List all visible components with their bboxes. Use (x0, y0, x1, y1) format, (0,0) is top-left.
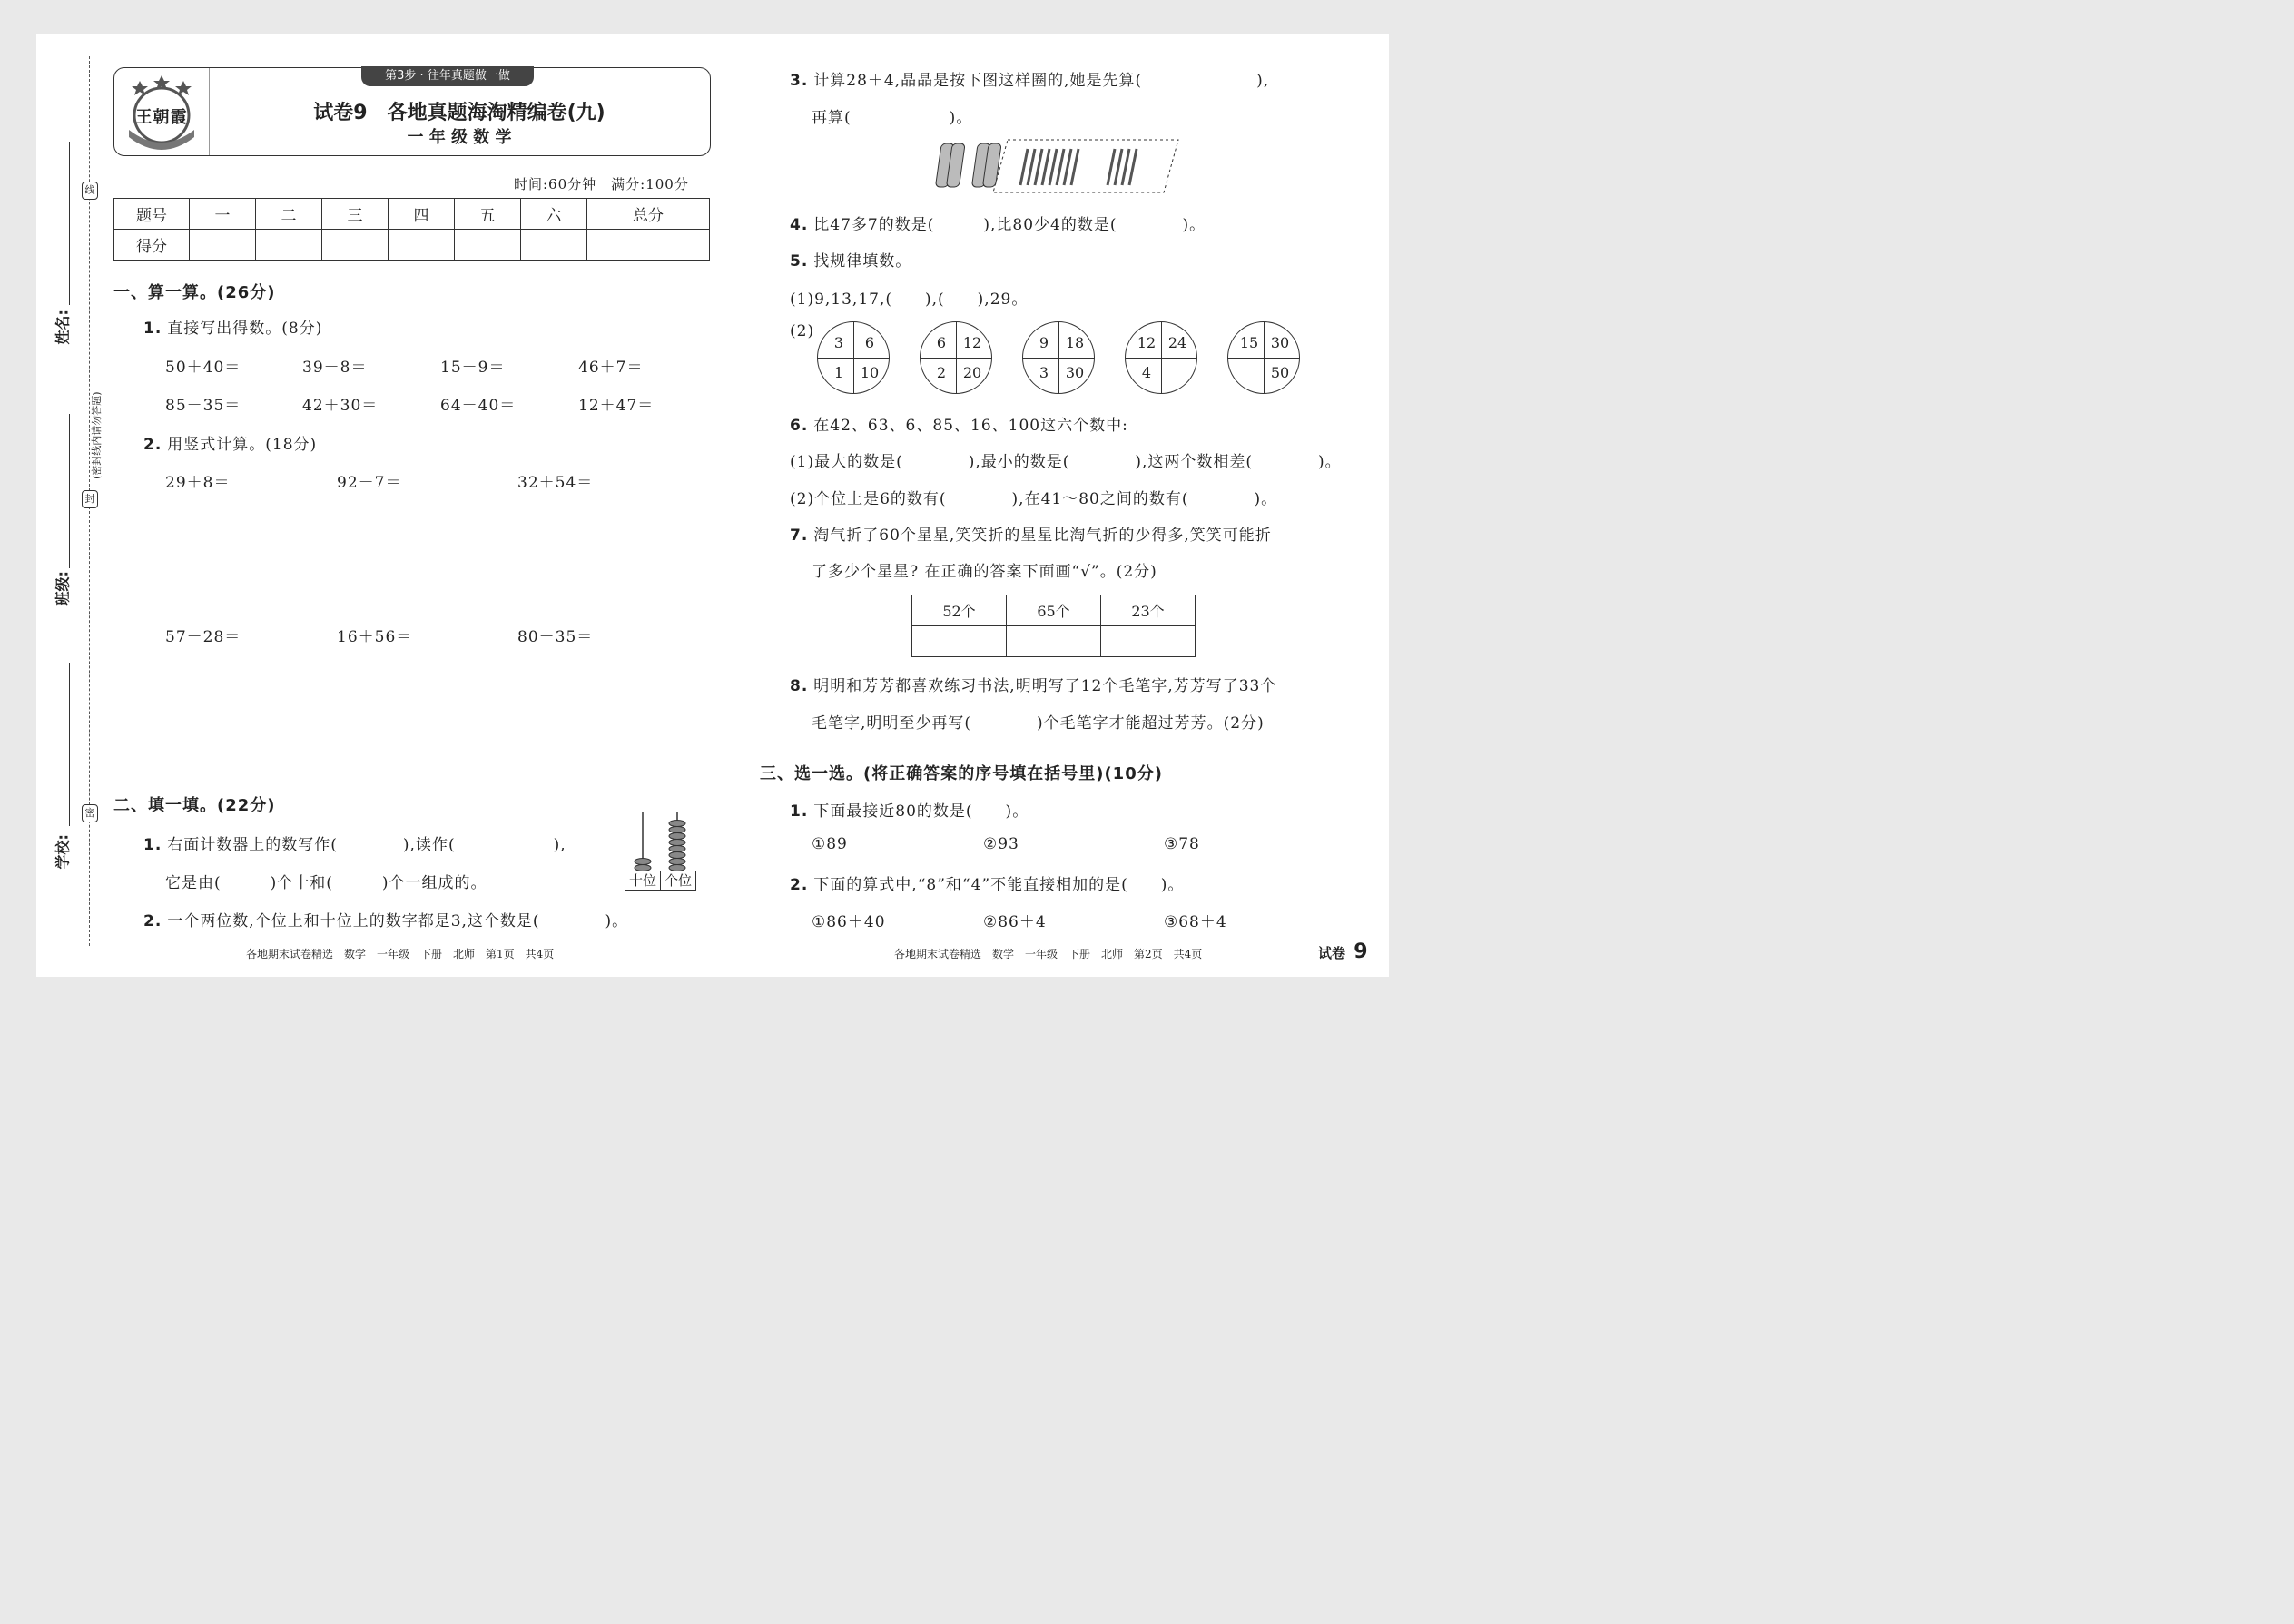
mental-math-item: 85－35＝ (165, 397, 241, 415)
circle-cell: 1 (833, 364, 844, 381)
check-cell[interactable] (1007, 626, 1101, 657)
circle-cell: 3 (1039, 364, 1049, 381)
section3-title: 三、选一选。(将正确答案的序号填在括号里)(10分) (760, 764, 1163, 783)
pattern-circle (817, 321, 890, 394)
mental-math-item: 50＋40＝ (165, 359, 241, 377)
s2-q6-part1: (1)最大的数是( ),最小的数是( ),这两个数相差( )。 (790, 453, 1342, 471)
score-header-cell: 四 (388, 199, 454, 230)
name-line[interactable] (69, 142, 70, 305)
section2-title: 二、填一填。(22分) (113, 796, 276, 815)
circle-cell: 20 (962, 364, 982, 381)
score-header-cell: 题号 (114, 199, 190, 230)
score-header-cell: 五 (454, 199, 520, 230)
score-header-cell: 二 (255, 199, 321, 230)
s2-q8-line1: 8. 明明和芳芳都喜欢练习书法,明明写了12个毛笔字,芳芳写了33个 (790, 677, 1277, 695)
choice-option: 23个 (1101, 595, 1196, 626)
paper-badge-label: 试卷 (1318, 945, 1346, 961)
score-cell[interactable] (190, 230, 256, 261)
section1-title: 一、算一算。(26分) (113, 283, 276, 302)
name-label: 姓名: (54, 310, 72, 345)
counting-sticks-icon (935, 138, 1180, 194)
score-row-label: 得分 (114, 230, 190, 261)
logo (114, 68, 210, 155)
score-cell[interactable] (586, 230, 709, 261)
circle-cell: 18 (1065, 334, 1085, 351)
option-item: ②93 (983, 835, 1019, 853)
s2-q1-line1: 1. 右面计数器上的数写作( ),读作( ), (143, 836, 566, 854)
circle-cell: 15 (1239, 334, 1259, 351)
seal-mark-mid: 封 (82, 490, 98, 508)
mental-math-item: 64－40＝ (440, 397, 517, 415)
score-table-header-row (114, 199, 710, 230)
s2-q7-line1: 7. 淘气折了60个星星,笑笑折的星星比淘气折的少得多,笑笑可能折 (790, 527, 1272, 545)
circle-cell: 50 (1270, 364, 1290, 381)
s3-q1: 1. 下面最接近80的数是( )。 (790, 802, 1029, 821)
answer-choice-table (911, 595, 1196, 657)
s1-q2-heading: 2. 用竖式计算。(18分) (143, 436, 318, 454)
score-cell[interactable] (520, 230, 586, 261)
score-header-cell: 六 (520, 199, 586, 230)
abacus-label-tens: 十位 (625, 871, 661, 891)
circle-cell: 12 (962, 334, 982, 351)
check-cell[interactable] (1101, 626, 1196, 657)
option-item: ③68＋4 (1164, 913, 1227, 931)
circle-cell: 10 (860, 364, 880, 381)
vertical-calc-item: 80－35＝ (517, 628, 594, 646)
score-header-cell: 一 (190, 199, 256, 230)
school-label: 学校: (54, 834, 72, 870)
mental-math-item: 15－9＝ (440, 359, 506, 377)
option-item: ①89 (812, 835, 848, 853)
vertical-calc-item: 29＋8＝ (165, 474, 231, 492)
score-cell[interactable] (321, 230, 388, 261)
choice-option: 52个 (912, 595, 1007, 626)
class-label: 班级: (54, 571, 72, 606)
option-item: ③78 (1164, 835, 1200, 853)
s3-q2: 2. 下面的算式中,“8”和“4”不能直接相加的是( )。 (790, 876, 1185, 894)
seal-warning: (密封线内请勿答题) (91, 391, 103, 479)
paper-badge (1318, 940, 1368, 963)
mental-math-item: 12＋47＝ (578, 397, 655, 415)
circle-cell: 12 (1137, 334, 1157, 351)
s2-q2: 2. 一个两位数,个位上和十位上的数字都是3,这个数是( )。 (143, 912, 629, 930)
mental-math-item: 42＋30＝ (302, 397, 379, 415)
s2-q6-heading: 6. 在42、63、6、85、16、100这六个数中: (790, 417, 1128, 435)
s2-q6-part2: (2)个位上是6的数有( ),在41～80之间的数有( )。 (790, 490, 1278, 508)
circle-cell: 4 (1141, 364, 1152, 381)
score-header-cell: 总分 (586, 199, 709, 230)
circle-cell: 2 (936, 364, 947, 381)
paper-badge-number: 9 (1354, 940, 1368, 963)
s2-q5-part2-label: (2) (790, 322, 815, 340)
s2-q7-line2: 了多少个星星? 在正确的答案下面画“√”。(2分) (812, 563, 1157, 581)
logo-text: 王朝霞 (135, 108, 188, 127)
circle-cell: 24 (1167, 334, 1187, 351)
header-box (113, 67, 711, 156)
circle-cell: 30 (1065, 364, 1085, 381)
circle-cell: 6 (936, 334, 947, 351)
mental-math-item: 46＋7＝ (578, 359, 644, 377)
footer-left: 各地期末试卷精选 数学 一年级 下册 北师 第1页 共4页 (246, 948, 555, 960)
circle-cell: 30 (1270, 334, 1290, 351)
abacus-label-ones: 个位 (660, 871, 696, 891)
score-table (113, 198, 710, 261)
s2-q3-line1: 3. 计算28＋4,晶晶是按下图这样圈的,她是先算( ), (790, 72, 1270, 90)
seal-mark-bottom: 密 (82, 804, 98, 822)
s1-q1-heading: 1. 直接写出得数。(8分) (143, 320, 323, 338)
score-cell[interactable] (454, 230, 520, 261)
pattern-circle (1125, 321, 1197, 394)
s2-q5-part1: (1)9,13,17,( ),( ),29。 (790, 290, 1029, 309)
time-info: 时间:60分钟 满分:100分 (514, 176, 689, 192)
vertical-calc-item: 57－28＝ (165, 628, 241, 646)
seal-mark-top: 线 (82, 182, 98, 200)
page-subtitle: 一 年 级 数 学 (407, 128, 512, 147)
pattern-circle (1022, 321, 1095, 394)
score-table-score-row (114, 230, 710, 261)
class-line[interactable] (69, 414, 70, 568)
choice-option: 65个 (1007, 595, 1101, 626)
s2-q1-line2: 它是由( )个十和( )个一组成的。 (165, 874, 487, 892)
s2-q4: 4. 比47多7的数是( ),比80少4的数是( )。 (790, 216, 1206, 234)
vertical-calc-item: 92－7＝ (337, 474, 402, 492)
score-cell[interactable] (388, 230, 454, 261)
s2-q3-line2: 再算( )。 (812, 109, 973, 127)
page-title: 试卷9 各地真题海淘精编卷(九) (313, 102, 605, 124)
school-line[interactable] (69, 663, 70, 826)
circle-cell: 3 (833, 334, 844, 351)
vertical-calc-item: 16＋56＝ (337, 628, 413, 646)
s2-q8-line2: 毛笔字,明明至少再写( )个毛笔字才能超过芳芳。(2分) (812, 714, 1265, 733)
option-item: ①86＋40 (812, 913, 886, 931)
circle-cell: 9 (1039, 334, 1049, 351)
step-banner: 第3步 · 往年真题做一做 (361, 66, 534, 86)
s2-q5-heading: 5. 找规律填数。 (790, 252, 912, 271)
circle-cell: 6 (864, 334, 875, 351)
pattern-circle (920, 321, 992, 394)
score-header-cell: 三 (321, 199, 388, 230)
pattern-circle (1227, 321, 1300, 394)
footer-right: 各地期末试卷精选 数学 一年级 下册 北师 第2页 共4页 (894, 948, 1203, 960)
mental-math-item: 39－8＝ (302, 359, 368, 377)
abacus-beads-icon (625, 811, 697, 874)
option-item: ②86＋4 (983, 913, 1047, 931)
check-cell[interactable] (912, 626, 1007, 657)
score-cell[interactable] (255, 230, 321, 261)
abacus (625, 811, 697, 892)
vertical-calc-item: 32＋54＝ (517, 474, 594, 492)
